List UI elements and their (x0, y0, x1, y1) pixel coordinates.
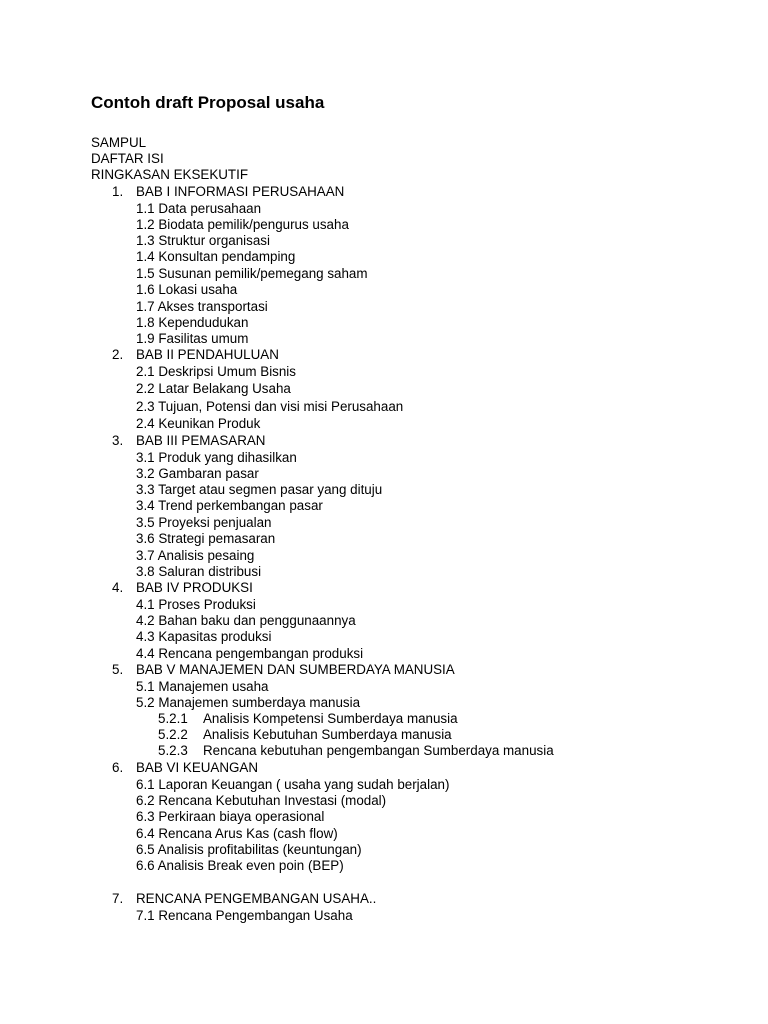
section-item: 3.6 Strategi pemasaran (136, 531, 276, 546)
subsection-text: Analisis Kebutuhan Sumberdaya manusia (203, 727, 452, 742)
section-item: 6.1 Laporan Keuangan ( usaha yang sudah berjalan) (136, 777, 450, 792)
chapter-number: 5. (112, 662, 124, 677)
chapter-title: BAB II PENDAHULUAN (136, 347, 279, 362)
chapter-number: 1. (112, 184, 124, 199)
subsection-text: Analisis Kompetensi Sumberdaya manusia (203, 711, 458, 726)
chapter-number: 6. (112, 760, 124, 775)
front-matter-item: SAMPUL (91, 135, 147, 150)
section-item: 4.1 Proses Produksi (136, 597, 256, 612)
section-item: 3.1 Produk yang dihasilkan (136, 450, 297, 465)
section-item: 3.2 Gambaran pasar (136, 466, 259, 481)
section-item: 5.1 Manajemen usaha (136, 679, 269, 694)
section-item: 1.5 Susunan pemilik/pemegang saham (136, 266, 368, 281)
section-item: 3.8 Saluran distribusi (136, 564, 262, 579)
section-item: 1.3 Struktur organisasi (136, 233, 270, 248)
section-item: 3.4 Trend perkembangan pasar (136, 498, 323, 513)
section-item: 2.3 Tujuan, Potensi dan visi misi Perusahaan (136, 399, 404, 414)
section-item: 2.2 Latar Belakang Usaha (136, 381, 291, 396)
chapter-title: BAB V MANAJEMEN DAN SUMBERDAYA MANUSIA (136, 662, 455, 677)
subsection-item (158, 711, 458, 727)
section-item: 4.2 Bahan baku dan penggunaannya (136, 613, 356, 628)
section-item: 6.6 Analisis Break even poin (BEP) (136, 858, 344, 873)
chapter-title: BAB III PEMASARAN (136, 433, 266, 448)
section-item: 4.4 Rencana pengembangan produksi (136, 646, 364, 661)
subsection-number: 5.2.1 (158, 711, 188, 726)
section-item: 1.9 Fasilitas umum (136, 331, 249, 346)
section-item: 2.4 Keunikan Produk (136, 416, 261, 431)
chapter-number: 7. (112, 891, 124, 906)
subsection-item (158, 743, 554, 759)
section-item: 6.2 Rencana Kebutuhan Investasi (modal) (136, 793, 387, 808)
section-item: 6.4 Rencana Arus Kas (cash flow) (136, 826, 338, 841)
section-item: 6.5 Analisis profitabilitas (keuntungan) (136, 842, 362, 857)
chapter-title: RENCANA PENGEMBANGAN USAHA.. (136, 891, 377, 906)
section-item: 3.5 Proyeksi penjualan (136, 515, 272, 530)
subsection-item (158, 727, 452, 743)
subsection-number: 5.2.3 (158, 743, 188, 758)
section-item: 3.3 Target atau segmen pasar yang dituju (136, 482, 383, 497)
chapter-number: 3. (112, 433, 124, 448)
chapter-number: 4. (112, 580, 124, 595)
section-item: 1.7 Akses transportasi (136, 299, 268, 314)
chapter-title: BAB I INFORMASI PERUSAHAAN (136, 184, 345, 199)
chapter-heading (112, 433, 265, 449)
front-matter-item: RINGKASAN EKSEKUTIF (91, 167, 248, 182)
chapter-title: BAB VI KEUANGAN (136, 760, 259, 775)
chapter-heading (112, 662, 455, 678)
subsection-text: Rencana kebutuhan pengembangan Sumberdaya manusia (203, 743, 554, 758)
chapter-heading (112, 891, 376, 907)
section-item: 2.1 Deskripsi Umum Bisnis (136, 364, 296, 379)
section-item: 1.6 Lokasi usaha (136, 282, 238, 297)
section-item: 1.8 Kependudukan (136, 315, 249, 330)
front-matter-item: DAFTAR ISI (91, 151, 164, 166)
section-item: 3.7 Analisis pesaing (136, 548, 255, 563)
section-item: 5.2 Manajemen sumberdaya manusia (136, 695, 361, 710)
chapter-title: BAB IV PRODUKSI (136, 580, 253, 595)
section-item: 4.3 Kapasitas produksi (136, 629, 272, 644)
section-item: 1.1 Data perusahaan (136, 201, 262, 216)
document-title: Contoh draft Proposal usaha (91, 93, 325, 112)
chapter-heading (112, 184, 344, 200)
section-item: 1.4 Konsultan pendamping (136, 249, 296, 264)
section-item: 6.3 Perkiraan biaya operasional (136, 809, 325, 824)
section-item: 7.1 Rencana Pengembangan Usaha (136, 908, 353, 923)
chapter-number: 2. (112, 347, 124, 362)
chapter-heading (112, 347, 279, 363)
chapter-heading (112, 580, 253, 596)
subsection-number: 5.2.2 (158, 727, 188, 742)
chapter-heading (112, 760, 258, 776)
section-item: 1.2 Biodata pemilik/pengurus usaha (136, 217, 349, 232)
